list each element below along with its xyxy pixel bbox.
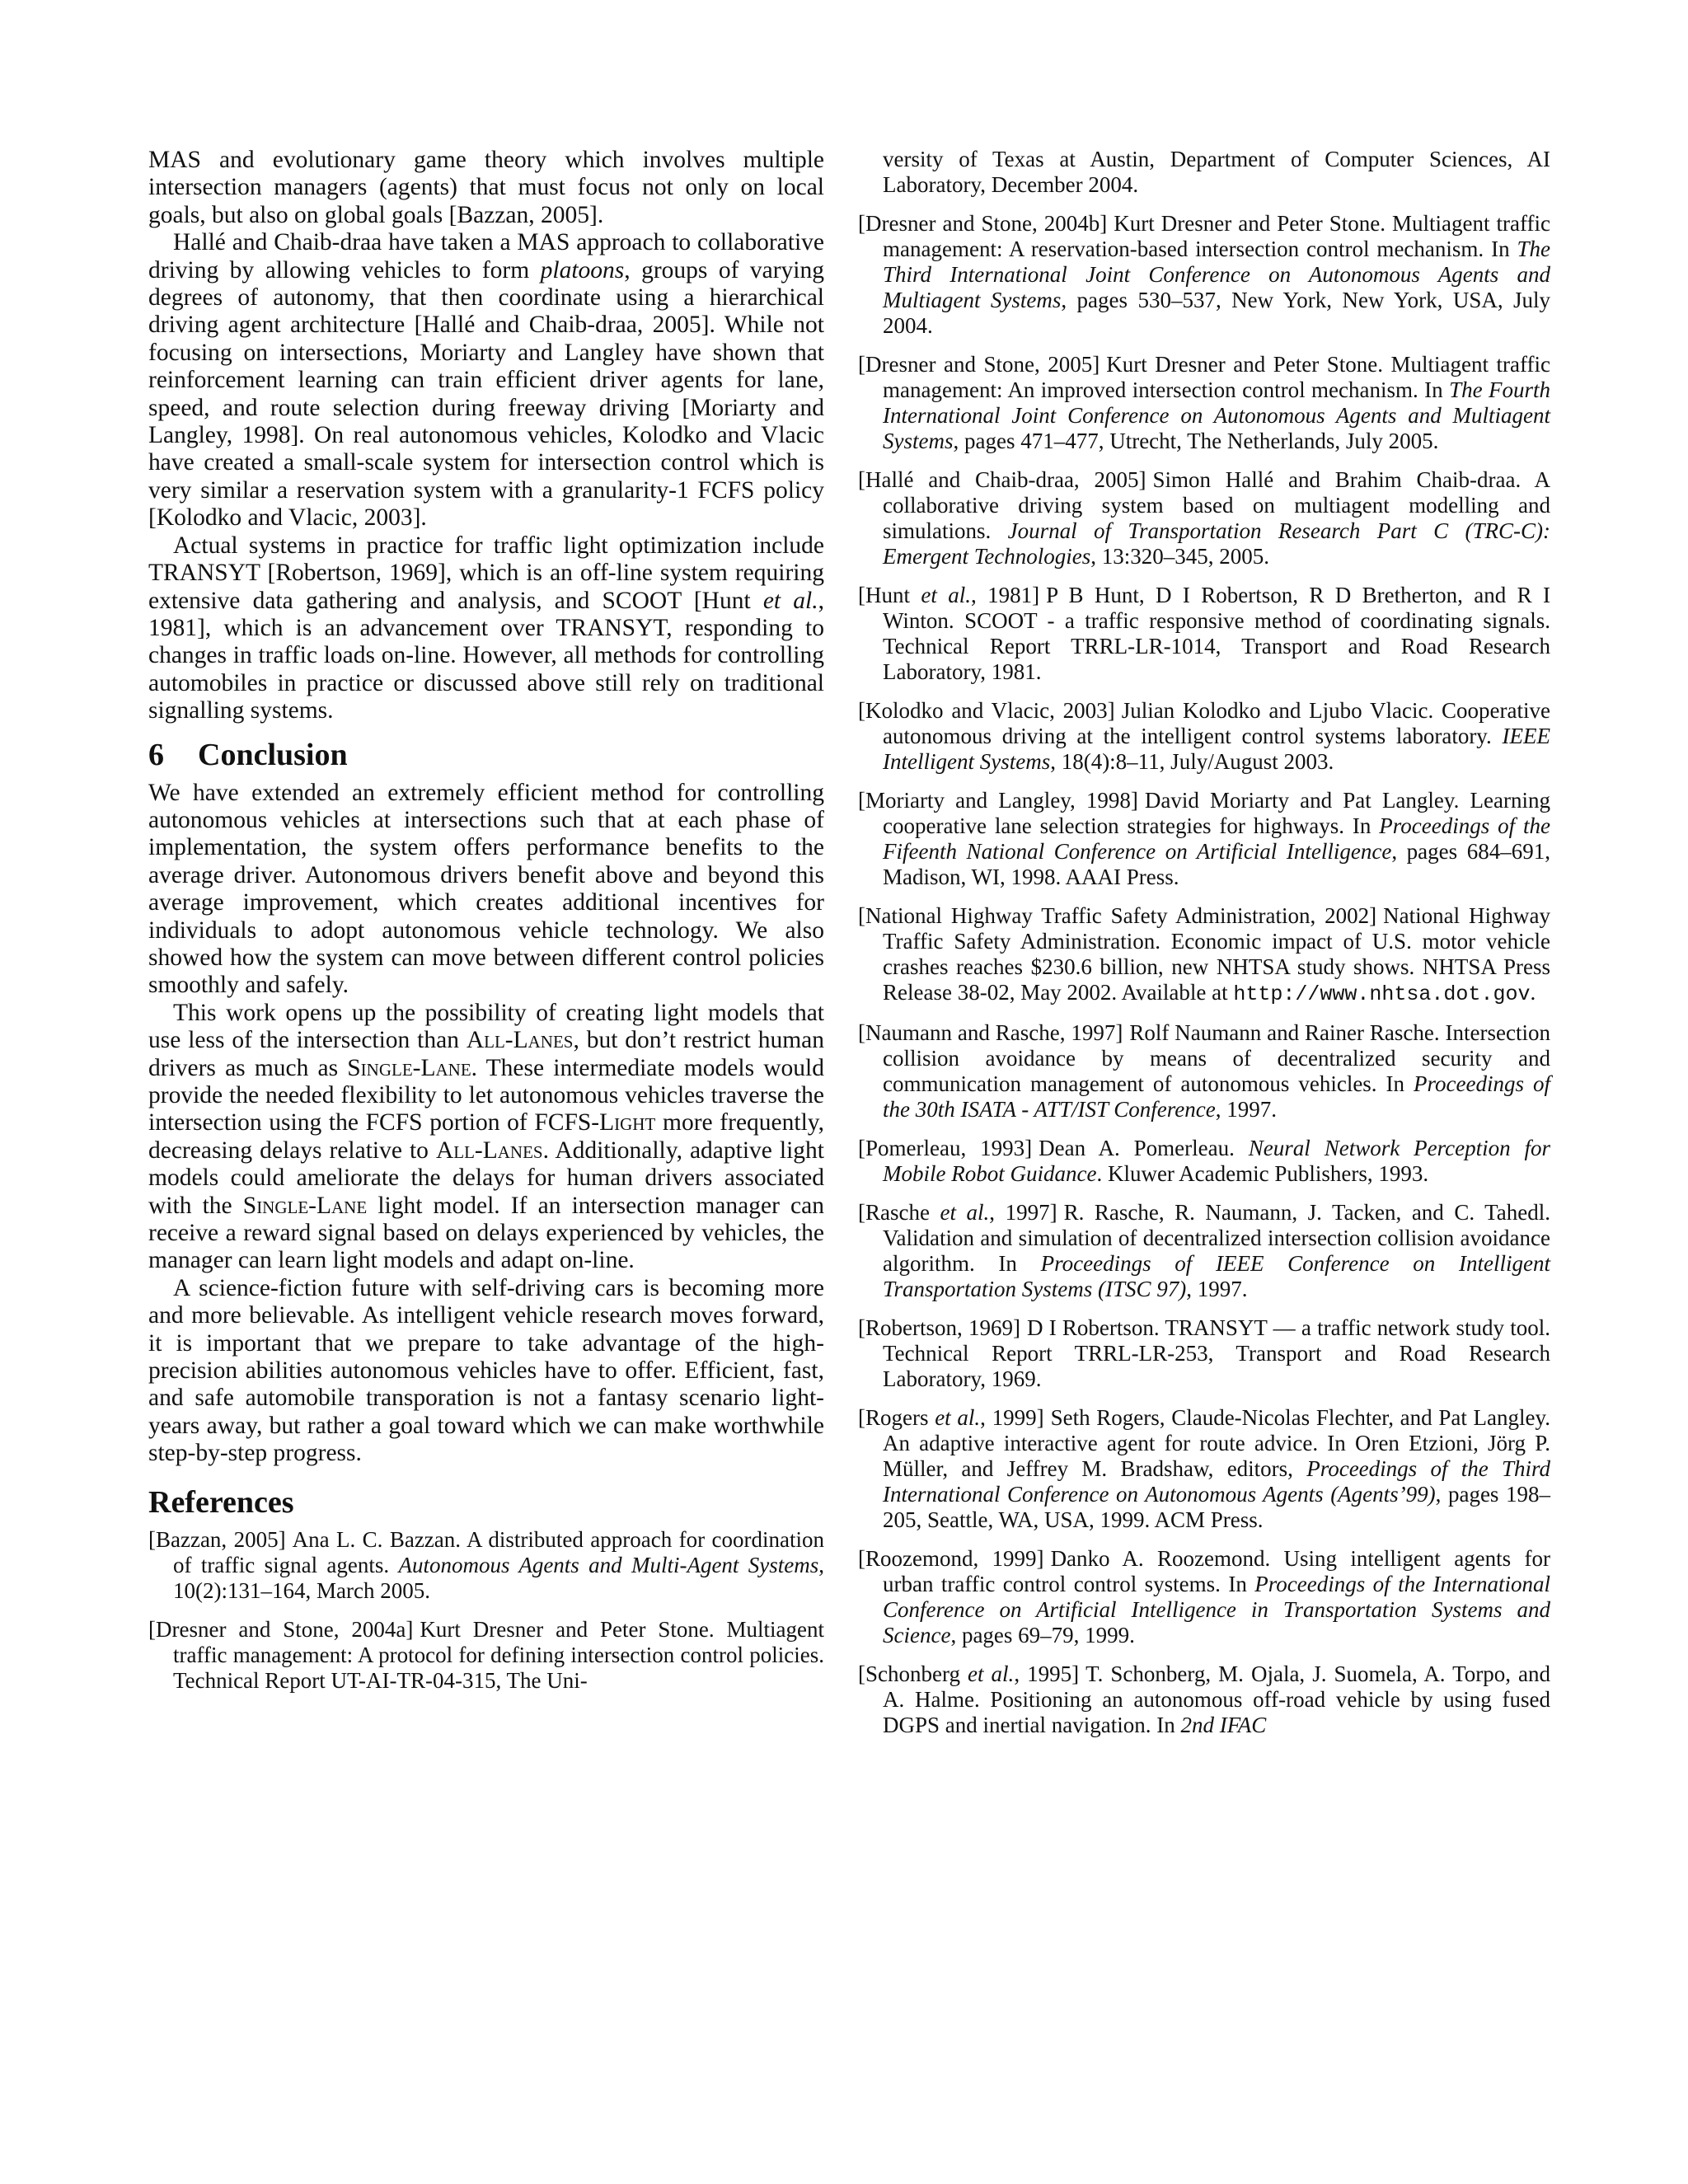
reference-entry: [Naumann and Rasche, 1997] Rolf Naumann and Rainer Rasche. Intersection collision avoidance by means of decentralized security and communication management of autonomous vehicles. In Proceedings of the 30th ISATA - ATT/IST Conference, 1997.	[858, 1020, 1550, 1122]
section-title: Conclusion	[198, 737, 348, 772]
reference-entry: [Robertson, 1969] D I Robertson. TRANSYT — a traffic network study tool. Technical Report TRRL-LR-253, Transport and Road Research Laboratory, 1969.	[858, 1315, 1550, 1391]
paragraph: We have extended an extremely efficient method for controlling autonomous vehicles at intersections such that at each phase of implementation, the system offers performance benefits to the average driver. Autonomous drivers benefit above and beyond this average improvement, which creates additional incentives for individuals to adopt autonomous vehicle technology. We also showed how the system can move between different control policies smoothly and safely.	[148, 779, 824, 999]
reference-entry: [National Highway Traffic Safety Administration, 2002] National Highway Traffic Safety Administration. Economic impact of U.S. motor vehicle crashes reaches $230.6 billion, new NHTSA study shows. NHTSA Press Release 38-02, May 2002. Available at http://www.nhtsa.dot.gov.	[858, 903, 1550, 1006]
references-heading: References	[148, 1484, 294, 1520]
reference-entry: [Pomerleau, 1993] Dean A. Pomerleau. Neural Network Perception for Mobile Robot Guidance. Kluwer Academic Publishers, 1993.	[858, 1136, 1550, 1186]
reference-list	[858, 147, 1550, 1738]
reference-entry: [Hunt et al., 1981] P B Hunt, D I Robertson, R D Bretherton, and R I Winton. SCOOT - a traffic responsive method of coordinating signals. Technical Report TRRL-LR-1014, Transport and Road Research Laboratory, 1981.	[858, 583, 1550, 684]
reference-list	[148, 1527, 824, 1694]
reference-entry: [Roozemond, 1999] Danko A. Roozemond. Using intelligent agents for urban traffic control control systems. In Proceedings of the International Conference on Artificial Intelligence in Transportation Systems and Science, pages 69–79, 1999.	[858, 1546, 1551, 1647]
section-heading	[148, 737, 824, 773]
reference-entry: [Dresner and Stone, 2005] Kurt Dresner and Peter Stone. Multiagent traffic management: An improved intersection control mechanism. In The Fourth International Joint Conference on Autonomous Agents and Multiagent Systems, pages 471–477, Utrecht, The Netherlands, July 2005.	[858, 352, 1550, 453]
section-number: 6	[148, 737, 164, 772]
paragraph: MAS and evolutionary game theory which involves multiple intersection managers (agents) that must focus not only on local goals, but also on global goals [Bazzan, 2005].	[148, 147, 824, 228]
reference-entry: [Rogers et al., 1999] Seth Rogers, Claude-Nicolas Flechter, and Pat Langley. An adaptive interactive agent for route advice. In Oren Etzioni, Jörg P. Müller, and Jeffrey M. Bradshaw, editors, Proceedings of the Third International Conference on Autonomous Agents (Agents’99), pages 198–205, Seattle, WA, USA, 1999. ACM Press.	[858, 1405, 1551, 1532]
reference-entry: [Moriarty and Langley, 1998] David Moriarty and Pat Langley. Learning cooperative lane selection strategies for highways. In Proceedings of the Fifeenth National Conference on Artificial Intelligence, pages 684–691, Madison, WI, 1998. AAAI Press.	[858, 788, 1551, 889]
reference-entry: [Bazzan, 2005] Ana L. C. Bazzan. A distributed approach for coordination of traffic signal agents. Autonomous Agents and Multi-Agent Systems, 10(2):131–164, March 2005.	[148, 1526, 824, 1603]
reference-continuation: versity of Texas at Austin, Department of Computer Sciences, AI Laboratory, December 2004.	[883, 147, 1550, 197]
reference-entry: [Kolodko and Vlacic, 2003] Julian Kolodko and Ljubo Vlacic. Cooperative autonomous driving at the intelligent control systems laboratory. IEEE Intelligent Systems, 18(4):8–11, July/August 2003.	[858, 698, 1550, 774]
paragraph: Actual systems in practice for traffic light optimization include TRANSYT [Robertson, 1969], which is an off-line system requiring extensive data gathering and analysis, and SCOOT [Hunt et al., 1981], which is an advancement over TRANSYT, responding to changes in traffic loads on-line. However, all methods for controlling automobiles in practice or discussed above still rely on traditional signalling systems.	[148, 532, 824, 724]
reference-entry: [Schonberg et al., 1995] T. Schonberg, M. Ojala, J. Suomela, A. Torpo, and A. Halme. Positioning an autonomous off-road vehicle by using fused DGPS and inertial navigation. In 2nd IFAC	[858, 1661, 1550, 1737]
reference-url[interactable]: http://www.nhtsa.dot.gov	[1233, 982, 1531, 1006]
reference-entry: [Dresner and Stone, 2004b] Kurt Dresner and Peter Stone. Multiagent traffic management: A reservation-based intersection control mechanism. In The Third International Joint Conference on Autonomous Agents and Multiagent Systems, pages 530–537, New York, New York, USA, July 2004.	[858, 211, 1551, 338]
paragraph: This work opens up the possibility of creating light models that use less of the intersection than All-Lanes, but don’t restrict human drivers as much as Single-Lane. These intermediate models would provide the needed flexibility to let autonomous vehicles traverse the intersection using the FCFS portion of FCFS-Light more frequently, decreasing delays relative to All-Lanes. Additionally, adaptive light models could ameliorate the delays for human drivers associated with the Single-Lane light model. If an intersection manager can receive a reward signal based on delays experienced by vehicles, the manager can learn light models and adapt on-line.	[148, 999, 824, 1274]
reference-entry: [Hallé and Chaib-draa, 2005] Simon Hallé and Brahim Chaib-draa. A collaborative driving system based on multiagent modelling and simulations. Journal of Transportation Research Part C (TRC-C): Emergent Technologies, 13:320–345, 2005.	[858, 467, 1550, 569]
paragraph: Hallé and Chaib-draa have taken a MAS approach to collaborative driving by allowing vehicles to form platoons, groups of varying degrees of autonomy, that then coordinate using a hierarchical driving agent architecture [Hallé and Chaib-draa, 2005]. While not focusing on intersections, Moriarty and Langley have shown that reinforcement learning can train efficient driver agents for lane, speed, and route selection during freeway driving [Moriarty and Langley, 1998]. On real autonomous vehicles, Kolodko and Vlacic have created a small-scale system for intersection control which is very similar a reservation system with a granularity-1 FCFS policy [Kolodko and Vlacic, 2003].	[148, 229, 824, 532]
reference-entry: [Rasche et al., 1997] R. Rasche, R. Naumann, J. Tacken, and C. Tahedl. Validation and simulation of decentralized intersection collision avoidance algorithm. In Proceedings of IEEE Conference on Intelligent Transportation Systems (ITSC 97), 1997.	[858, 1200, 1550, 1301]
left-column	[148, 147, 824, 1707]
right-column	[858, 147, 1550, 1751]
reference-entry: [Dresner and Stone, 2004a] Kurt Dresner and Peter Stone. Multiagent traffic management: A protocol for defining intersection control policies. Technical Report UT-AI-TR-04-315, The Uni-	[148, 1616, 824, 1693]
paragraph: A science-fiction future with self-driving cars is becoming more and more believable. As intelligent vehicle research moves forward, it is important that we prepare to take advantage of the high-precision abilities autonomous vehicles have to offer. Efficient, fast, and safe automobile transporation is not a fantasy scenario light-years away, but rather a goal toward which we can make worthwhile step-by-step progress.	[148, 1274, 824, 1467]
